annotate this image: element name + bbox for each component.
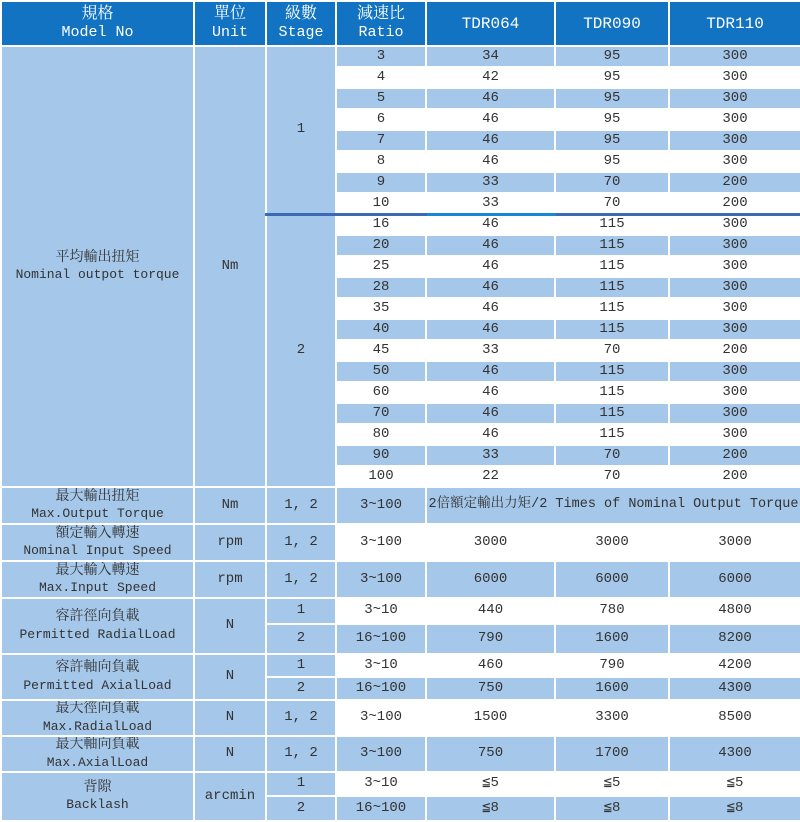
backlash-unit-cell: arcmin — [194, 772, 266, 821]
value-tdr064: 46 — [426, 130, 555, 151]
value-tdr064: 22 — [426, 466, 555, 487]
ratio-cell: 16~100 — [336, 677, 426, 700]
stage-2-cell: 2 — [266, 214, 336, 487]
ratio-cell: 4 — [336, 67, 426, 88]
ratio-cell: 80 — [336, 424, 426, 445]
stage-cell: 2 — [266, 796, 336, 821]
value-tdr110: 300 — [669, 298, 800, 319]
header-zh-label: 級數 — [284, 5, 317, 24]
torque-unit-cell: Nm — [194, 46, 266, 487]
backlash-label-zh: 背隙 — [83, 779, 112, 796]
value-tdr090: 95 — [555, 130, 669, 151]
ratio-cell: 3~100 — [336, 561, 426, 598]
stage-cell: 1, 2 — [266, 736, 336, 772]
ratio-cell: 3~100 — [336, 524, 426, 561]
ratio-cell: 100 — [336, 466, 426, 487]
value-tdr110: 300 — [669, 46, 800, 67]
value-tdr064: 46 — [426, 403, 555, 424]
ratio-cell: 45 — [336, 340, 426, 361]
stage-cell: 1, 2 — [266, 700, 336, 736]
ratio-cell: 3~10 — [336, 772, 426, 796]
value-tdr090: ≦8 — [555, 796, 669, 821]
value-tdr090: 115 — [555, 424, 669, 445]
stage-cell: 1, 2 — [266, 487, 336, 524]
stage-cell: 1 — [266, 598, 336, 624]
torque-label-zh: 平均輸出扭矩 — [55, 249, 140, 266]
header-zh-label: 規格 — [81, 5, 114, 24]
value-tdr090: 95 — [555, 67, 669, 88]
max-axial-load-label-en: Max.AxialLoad — [46, 754, 149, 770]
value-tdr064: 46 — [426, 235, 555, 256]
value-tdr110: 300 — [669, 256, 800, 277]
value-tdr110: 300 — [669, 88, 800, 109]
ratio-cell: 9 — [336, 172, 426, 193]
value-tdr090: 70 — [555, 340, 669, 361]
section-row-max-radial-load — [1, 700, 800, 736]
torque-label-cell — [1, 46, 194, 487]
value-tdr090: 115 — [555, 298, 669, 319]
ratio-cell: 70 — [336, 403, 426, 424]
permitted-radial-load-unit-cell: N — [194, 598, 266, 654]
value-tdr090: 1700 — [555, 736, 669, 772]
ratio-cell: 7 — [336, 130, 426, 151]
value-tdr090: 115 — [555, 361, 669, 382]
section-row-backlash — [1, 772, 800, 796]
header-col-model-no — [1, 1, 194, 46]
header-col-stage — [266, 1, 336, 46]
torque-row — [1, 46, 800, 67]
value-tdr090: 780 — [555, 598, 669, 624]
section-row-permitted-axial-load — [1, 654, 800, 677]
value-tdr090: 115 — [555, 235, 669, 256]
value-tdr064: 440 — [426, 598, 555, 624]
ratio-cell: 8 — [336, 151, 426, 172]
value-tdr110: 300 — [669, 151, 800, 172]
stage-cell: 1 — [266, 772, 336, 796]
section-row-max-output-torque — [1, 487, 800, 524]
value-tdr110: ≦5 — [669, 772, 800, 796]
value-tdr110: 200 — [669, 340, 800, 361]
value-tdr064: 46 — [426, 88, 555, 109]
value-tdr110: 3000 — [669, 524, 800, 561]
value-tdr110: 200 — [669, 466, 800, 487]
stage-cell: 2 — [266, 677, 336, 700]
value-tdr110: 300 — [669, 277, 800, 298]
ratio-cell: 3~100 — [336, 700, 426, 736]
stage-cell: 1, 2 — [266, 524, 336, 561]
nominal-input-speed-unit-cell: rpm — [194, 524, 266, 561]
value-tdr064: 46 — [426, 424, 555, 445]
permitted-axial-load-label-cell — [1, 654, 194, 700]
permitted-axial-load-unit-cell: N — [194, 654, 266, 700]
stage-cell: 2 — [266, 624, 336, 654]
value-tdr090: 70 — [555, 445, 669, 466]
ratio-cell: 28 — [336, 277, 426, 298]
value-tdr110: 300 — [669, 109, 800, 130]
value-tdr090: 95 — [555, 46, 669, 67]
value-tdr064: 3000 — [426, 524, 555, 561]
section-row-permitted-radial-load — [1, 598, 800, 624]
value-tdr064: 6000 — [426, 561, 555, 598]
value-tdr064: 750 — [426, 736, 555, 772]
value-tdr090: 790 — [555, 654, 669, 677]
value-tdr110: 4800 — [669, 598, 800, 624]
value-tdr090: 95 — [555, 109, 669, 130]
stage-cell: 1 — [266, 654, 336, 677]
max-input-speed-label-zh: 最大輸入轉速 — [55, 562, 140, 579]
ratio-cell: 16~100 — [336, 796, 426, 821]
max-output-torque-label-cell — [1, 487, 194, 524]
max-input-speed-label-en: Max.Input Speed — [38, 580, 157, 596]
nominal-input-speed-label-zh: 額定輸入轉速 — [55, 525, 140, 542]
value-tdr110: 300 — [669, 382, 800, 403]
value-tdr110: 4300 — [669, 677, 800, 700]
backlash-label-en: Backlash — [66, 797, 129, 813]
ratio-cell: 6 — [336, 109, 426, 130]
value-tdr090: 3000 — [555, 524, 669, 561]
value-tdr090: 115 — [555, 214, 669, 235]
max-input-speed-label-cell — [1, 561, 194, 598]
ratio-cell: 3~10 — [336, 598, 426, 624]
nominal-input-speed-label-cell — [1, 524, 194, 561]
value-tdr064: ≦8 — [426, 796, 555, 821]
value-tdr090: 1600 — [555, 624, 669, 654]
header-col-tdr090: TDR090 — [555, 1, 669, 46]
value-tdr064: ≦5 — [426, 772, 555, 796]
value-tdr110: 200 — [669, 445, 800, 466]
header-col-ratio — [336, 1, 426, 46]
value-tdr064: 46 — [426, 319, 555, 340]
ratio-cell: 90 — [336, 445, 426, 466]
section-row-max-input-speed — [1, 561, 800, 598]
value-tdr110: 4300 — [669, 736, 800, 772]
value-tdr090: 70 — [555, 193, 669, 214]
value-tdr064: 460 — [426, 654, 555, 677]
value-tdr064: 46 — [426, 361, 555, 382]
max-input-speed-unit-cell: rpm — [194, 561, 266, 598]
backlash-label-cell — [1, 772, 194, 821]
max-radial-load-label-cell — [1, 700, 194, 736]
value-tdr090: 115 — [555, 382, 669, 403]
header-en-label: Ratio — [358, 24, 404, 42]
value-tdr064: 33 — [426, 445, 555, 466]
value-tdr110: 300 — [669, 361, 800, 382]
value-tdr064: 33 — [426, 340, 555, 361]
value-tdr064: 46 — [426, 214, 555, 235]
value-tdr090: 70 — [555, 172, 669, 193]
section-row-max-axial-load — [1, 736, 800, 772]
header-zh-label: 減速比 — [356, 5, 405, 24]
value-tdr064: 46 — [426, 256, 555, 277]
section-row-nominal-input-speed — [1, 524, 800, 561]
stage-1-cell: 1 — [266, 46, 336, 214]
value-tdr064: 46 — [426, 277, 555, 298]
permitted-axial-load-label-zh: 容許軸向負載 — [55, 660, 140, 677]
value-tdr090: 95 — [555, 88, 669, 109]
max-radial-load-label-zh: 最大徑向負載 — [55, 701, 140, 718]
permitted-radial-load-label-zh: 容許徑向負載 — [55, 609, 140, 626]
ratio-cell: 40 — [336, 319, 426, 340]
ratio-cell: 25 — [336, 256, 426, 277]
ratio-cell: 60 — [336, 382, 426, 403]
value-tdr110: 300 — [669, 235, 800, 256]
value-tdr090: 70 — [555, 466, 669, 487]
value-tdr110: 8500 — [669, 700, 800, 736]
value-tdr064: 750 — [426, 677, 555, 700]
ratio-cell: 3~100 — [336, 736, 426, 772]
max-axial-load-label-zh: 最大軸向負載 — [55, 737, 140, 754]
max-axial-load-label-cell — [1, 736, 194, 772]
value-tdr090: 115 — [555, 256, 669, 277]
value-tdr110: 200 — [669, 193, 800, 214]
ratio-cell: 20 — [336, 235, 426, 256]
ratio-cell: 16~100 — [336, 624, 426, 654]
header-en-label: Stage — [278, 24, 324, 42]
value-tdr090: 6000 — [555, 561, 669, 598]
stage-cell: 1, 2 — [266, 561, 336, 598]
value-tdr064: 33 — [426, 193, 555, 214]
header-zh-label: 單位 — [213, 5, 246, 24]
table-header — [1, 1, 800, 46]
value-tdr110: 300 — [669, 67, 800, 88]
value-tdr090: 1600 — [555, 677, 669, 700]
header-en-label: Unit — [211, 24, 248, 42]
value-tdr110: 300 — [669, 403, 800, 424]
max-axial-load-unit-cell: N — [194, 736, 266, 772]
ratio-cell: 35 — [336, 298, 426, 319]
value-tdr090: 115 — [555, 319, 669, 340]
ratio-cell: 3~100 — [336, 487, 426, 524]
max-output-torque-label-zh: 最大輸出扭矩 — [55, 488, 140, 505]
ratio-cell: 50 — [336, 361, 426, 382]
value-tdr064: 34 — [426, 46, 555, 67]
value-tdr110: 200 — [669, 172, 800, 193]
value-tdr110: 300 — [669, 319, 800, 340]
value-tdr110: 300 — [669, 130, 800, 151]
permitted-axial-load-label-en: Permitted AxialLoad — [23, 677, 172, 693]
value-tdr110: 6000 — [669, 561, 800, 598]
permitted-radial-load-label-en: Permitted RadialLoad — [19, 626, 176, 642]
value-tdr090: 115 — [555, 403, 669, 424]
value-tdr110: ≦8 — [669, 796, 800, 821]
value-tdr110: 300 — [669, 214, 800, 235]
value-tdr064: 46 — [426, 151, 555, 172]
ratio-cell: 10 — [336, 193, 426, 214]
value-tdr064: 1500 — [426, 700, 555, 736]
max-radial-load-unit-cell: N — [194, 700, 266, 736]
value-tdr110: 4200 — [669, 654, 800, 677]
ratio-cell: 3 — [336, 46, 426, 67]
max-radial-load-label-en: Max.RadialLoad — [42, 718, 153, 734]
value-tdr064: 790 — [426, 624, 555, 654]
ratio-cell: 16 — [336, 214, 426, 235]
header-en-label: Model No — [61, 24, 134, 42]
value-tdr064: 46 — [426, 109, 555, 130]
header-row — [1, 1, 800, 46]
value-tdr064: 46 — [426, 382, 555, 403]
value-tdr064: 46 — [426, 298, 555, 319]
value-tdr090: ≦5 — [555, 772, 669, 796]
value-tdr064: 42 — [426, 67, 555, 88]
table-body — [1, 46, 800, 821]
permitted-radial-load-label-cell — [1, 598, 194, 654]
value-tdr064: 33 — [426, 172, 555, 193]
header-col-tdr064: TDR064 — [426, 1, 555, 46]
torque-label-en: Nominal outpot torque — [15, 267, 180, 283]
value-tdr090: 115 — [555, 277, 669, 298]
header-col-tdr110: TDR110 — [669, 1, 800, 46]
span-value-cell: 2倍額定輸出力矩/2 Times of Nominal Output Torque — [426, 487, 800, 524]
ratio-cell: 3~10 — [336, 654, 426, 677]
max-output-torque-label-en: Max.Output Torque — [31, 506, 164, 522]
max-output-torque-unit-cell: Nm — [194, 487, 266, 524]
ratio-cell: 5 — [336, 88, 426, 109]
value-tdr110: 8200 — [669, 624, 800, 654]
value-tdr110: 300 — [669, 424, 800, 445]
nominal-input-speed-label-en: Nominal Input Speed — [23, 543, 172, 559]
value-tdr090: 3300 — [555, 700, 669, 736]
value-tdr090: 95 — [555, 151, 669, 172]
header-col-unit — [194, 1, 266, 46]
